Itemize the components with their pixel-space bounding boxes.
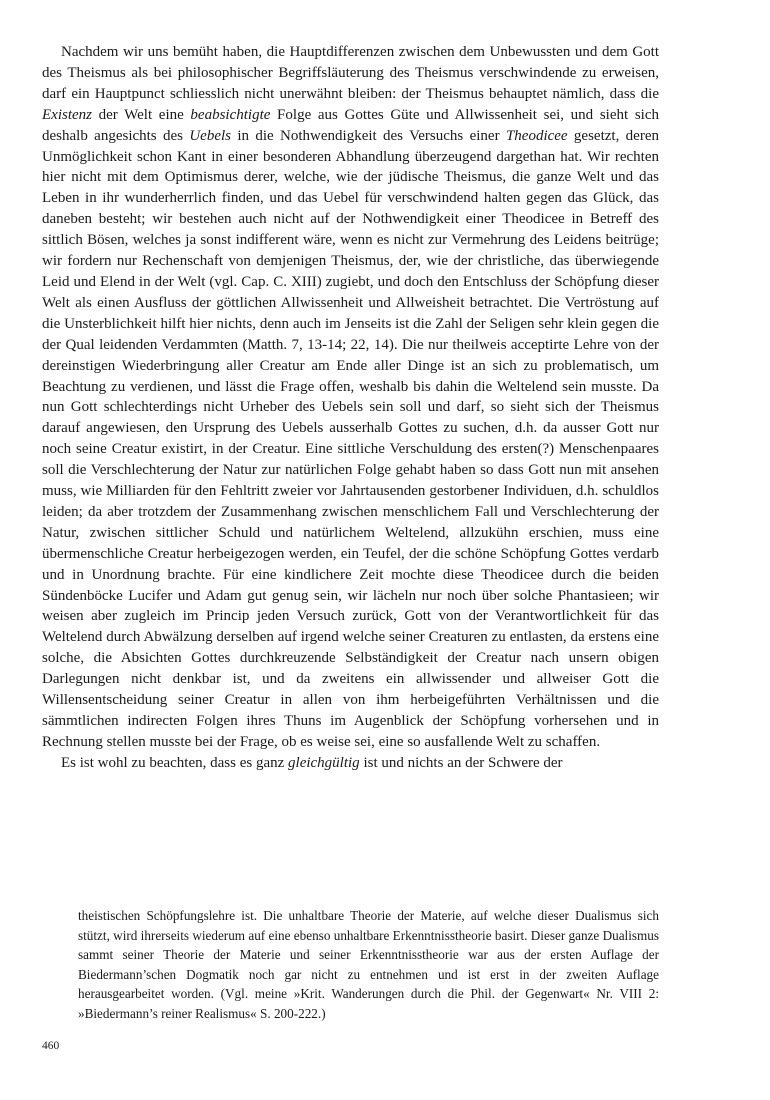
italic-term-gleichgueltig: gleichgültig — [288, 754, 360, 771]
footnote — [78, 906, 659, 1024]
text-run: Es ist wohl zu beachten, dass es ganz — [61, 754, 289, 771]
text-run: in die Nothwendigkeit des Versuchs einer — [231, 127, 506, 144]
text-run: Nachdem wir uns bemüht haben, die Hauptdifferenzen zwischen dem Unbewussten und dem Gott des Theismus als bei philosophischer Begriffsläuterung des Theismus verschwindende zu erweisen, darf ein Hauptpunct schliesslich nicht unerwähnt bleiben: der Theismus behauptet nämlich, dass die — [42, 44, 659, 102]
footnote-text: theistischen Schöpfungslehre ist. Die unhaltbare Theorie der Materie, auf welche dieser Dualismus sich stützt, wird ihrerseits wiederum auf eine ebenso unhaltbare Erkenntnisstheorie basirt. Dieser ganze Dualismus sammt seiner Theorie der Materie und seiner Erkenntnisstheorie war aus der ersten Auflage der Biedermann’schen Dogmatik noch gar nicht zu entnehmen und ist erst in der zweiten Auflage herausgearbeitet worden. (Vgl. meine »Krit. Wanderungen durch die Phil. der Gegenwart« Nr. VIII 2: »Biedermann’s reiner Realismus« S. 200-222.) — [78, 908, 659, 1021]
paragraph-2 — [42, 753, 659, 774]
italic-term-beabsichtigte: beabsichtigte — [190, 106, 271, 123]
paragraph-1 — [42, 42, 659, 753]
text-run: der Welt eine — [92, 106, 191, 123]
italic-term-theodicee: Theodicee — [505, 127, 568, 144]
body-text — [42, 42, 659, 774]
italic-term-existenz: Existenz — [42, 106, 92, 123]
text-run: Folge aus Gottes Güte und Allwissenheit sei, und sieht sich deshalb angesichts des — [42, 106, 659, 144]
page-number: 460 — [42, 1040, 60, 1052]
italic-term-uebels: Uebels — [189, 127, 231, 144]
text-run: gesetzt, deren Unmöglichkeit schon Kant in einer besonderen Abhandlung überzeugend dargethan hat. Wir rechten hier nicht mit dem Optimismus derer, welche, wie der jüdische Theismus, die ganze Welt und das Leben in ihr wunderherrlich finden, und das Uebel für verschwindend halten gegen das Glück, das daneben besteht; wir bestehen auch nicht auf der Nothwendigkeit einer Theodicee in Betreff des sittlich Bösen, welches ja sonst indifferent wäre, wenn es nicht zur Vermehrung des Leidens beitrüge; wir fordern nur Rechenschaft von demjenigen Theismus, der, wie der christliche, das überwiegende Leid und Elend in der Welt (vgl. Cap. C. XIII) zugiebt, und doch den Entschluss der Schöpfung dieser Welt als einen Ausfluss der göttlichen Allwissenheit und Allweisheit betrachtet. Die Vertröstung auf die Unsterblichkeit hilft hier nichts, denn auch im Jenseits ist die Zahl der Seligen sehr klein gegen die der Qual leidenden Verdammten (Matth. 7, 13-14; 22, 14). Die nur theilweis acceptirte Lehre von der dereinstigen Wiederbringung aller Creatur am Ende aller Dinge ist an sich zu problematisch, um Beachtung zu verdienen, und lässt die Frage offen, weshalb bis dahin die Weltelend sein musste. Da nun Gott schlechterdings nicht Urheber des Uebels sein soll und darf, so sieht sich der Theismus darauf angewiesen, den Ursprung des Uebels ausserhalb Gottes zu suchen, d.h. da ausser Gott nur noch seine Creatur existirt, in der Creatur. Eine sittliche Verschuldung des ersten(?) Menschenpaares soll die Verschlechterung der Natur zur natürlichen Folge gehabt haben so dass Gott nun mit ansehen muss, wie Milliarden für den Fehltritt zweier vor Jahrtausenden gestorbener Individuen, d.h. schuldlos leiden; da aber trotzdem der Zusammenhang zwischen menschlichem Fall und Verschlechterung der Natur, zwischen sittlicher Schuld und natürlichem Weltelend, allzukühn erschien, muss eine übermenschliche Creatur herbeigezogen werden, ein Teufel, der die schöne Schöpfung Gottes verdarb und in Unordnung brachte. Für eine kindlichere Zeit mochte diese Theodicee durch die beiden Sündenböcke Lucifer und Adam gut genug sein, wir lächeln nur noch über solche Phantasieen; wir weisen aber zugleich im Princip jeden Versuch zurück, Gott von der Verantwortlichkeit für das Weltelend durch Abwälzung derselben auf irgend welche seiner Creaturen zu entlasten, da erstens eine solche, die Absichten Gottes durchkreuzende Selbständigkeit der Creatur nach unsern obigen Darlegungen nicht denkbar ist, und da zweitens ein allwissender und allweiser Gott die Willensentscheidung seiner Creatur in allen von ihm herbeigeführten Verhältnissen und die sämmtlichen indirecten Folgen ihres Thuns im Augenblick der Schöpfung vorhersehen und in Rechnung stellen musste bei der Frage, ob es weise sei, eine so ausfallende Welt zu schaffen. — [42, 127, 659, 750]
text-run: ist und nichts an der Schwere der — [359, 754, 563, 771]
